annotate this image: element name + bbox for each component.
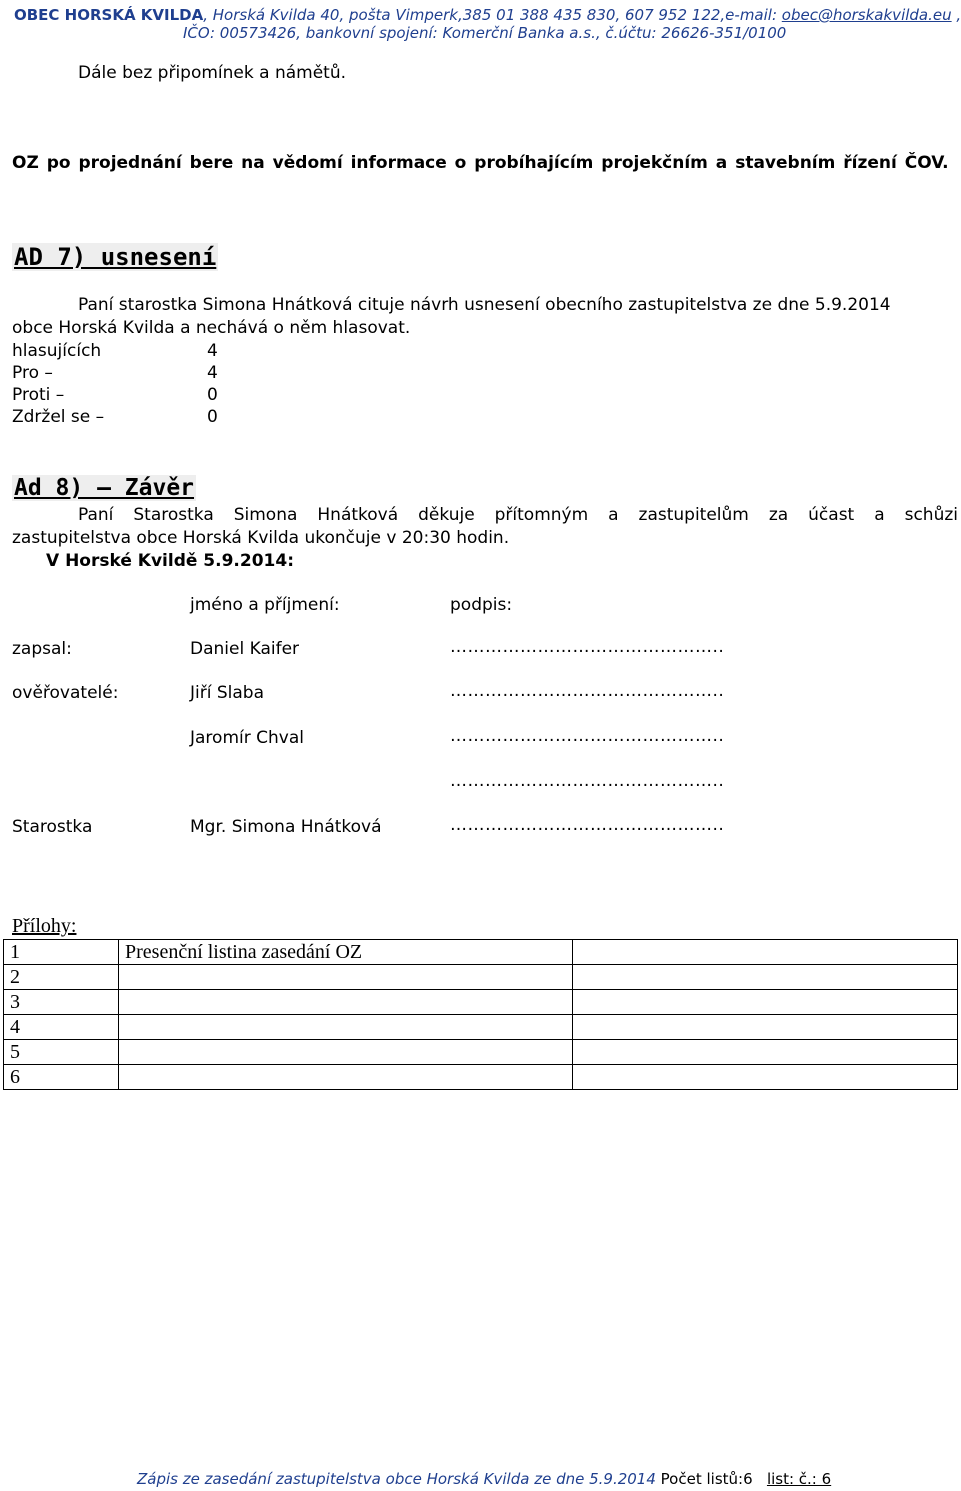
ad8-text-line1: Paní Starostka Simona Hnátková děkuje přítomným a zastupitelům za účast a schůzi: [78, 505, 958, 525]
name-recorder: Daniel Kaifer: [190, 639, 300, 659]
col-name-header: jméno a příjmení:: [190, 595, 340, 615]
place-date: V Horské Kvildě 5.9.2014:: [46, 551, 294, 571]
org-address: , Horská Kvilda 40, pošta Vimperk,385 01 388 435 830, 607 952 122,e-mail:: [203, 6, 782, 24]
attachment-text: [119, 965, 573, 990]
footer-page-number: list: č.: 6: [766, 1470, 832, 1488]
table-row: [4, 990, 958, 1015]
attachment-text: [119, 990, 573, 1015]
ad8-heading: Ad 8) – Závěr: [14, 475, 195, 501]
ad8-text-line2: zastupitelstva obce Horská Kvilda ukončuje v 20:30 hodin.: [12, 528, 510, 548]
page-footer: [137, 1470, 831, 1488]
attachment-num: 4: [4, 1015, 119, 1040]
attachment-empty: [573, 965, 958, 990]
attachment-empty: [573, 990, 958, 1015]
ad7-text-line2: obce Horská Kvilda a nechává o něm hlasovat.: [12, 318, 411, 338]
vote-label-4: Zdržel se –: [12, 407, 105, 427]
name-verifier-1: Jiří Slaba: [190, 683, 264, 703]
attachment-num: 2: [4, 965, 119, 990]
letterhead-line-2: IČO: 00573426, bankovní spojení: Komerční Banka a.s., č.účtu: 26626-351/0100: [183, 24, 787, 42]
vote-value-4: 0: [207, 407, 218, 427]
attachment-num: 5: [4, 1040, 119, 1065]
oz-note: OZ po projednání bere na vědomí informace o probíhajícím projekčním a stavebním řízení ČOV.: [12, 153, 949, 173]
role-recorder: zapsal:: [12, 639, 72, 659]
signature-line: ………………………………………..: [450, 637, 725, 657]
ad7-heading: AD 7) usnesení: [14, 243, 217, 271]
attachments-title: Přílohy:: [12, 915, 77, 937]
vote-value-2: 4: [207, 363, 218, 383]
vote-value-1: 4: [207, 341, 218, 361]
attachment-num: 1: [4, 940, 119, 965]
attachment-empty: [573, 940, 958, 965]
signature-line: ………………………………………..: [450, 726, 725, 746]
vote-label-2: Pro –: [12, 363, 53, 383]
name-verifier-2: Jaromír Chval: [190, 728, 304, 748]
attachments-table: [3, 939, 958, 1090]
signature-line: ………………………………………..: [450, 681, 725, 701]
signature-line: ………………………………………..: [450, 815, 725, 835]
ad7-text-line1: Paní starostka Simona Hnátková cituje návrh usnesení obecního zastupitelstva ze dne 5.9.2014: [78, 295, 891, 315]
email-link[interactable]: obec@horskakvilda.eu: [781, 6, 952, 24]
vote-label-1: hlasujících: [12, 341, 102, 361]
table-row: [4, 1065, 958, 1090]
role-mayor: Starostka: [12, 817, 93, 837]
attachment-num: 6: [4, 1065, 119, 1090]
vote-value-3: 0: [207, 385, 218, 405]
attachment-num: 3: [4, 990, 119, 1015]
org-name: OBEC HORSKÁ KVILDA: [14, 6, 204, 24]
attachment-empty: [573, 1040, 958, 1065]
name-mayor: Mgr. Simona Hnátková: [190, 817, 382, 837]
attachment-empty: [573, 1015, 958, 1040]
letterhead-line-1: [14, 6, 961, 24]
attachment-empty: [573, 1065, 958, 1090]
intro-text: Dále bez připomínek a námětů.: [78, 63, 347, 83]
attachment-text: [119, 1015, 573, 1040]
table-row: [4, 1040, 958, 1065]
col-sign-header: podpis:: [450, 595, 513, 615]
table-row: [4, 965, 958, 990]
attachment-text: Presenční listina zasedání OZ: [119, 940, 573, 965]
footer-doc-title: Zápis ze zasedání zastupitelstva obce Horská Kvilda ze dne 5.9.2014: [137, 1470, 656, 1488]
vote-label-3: Proti –: [12, 385, 65, 405]
role-verifiers: ověřovatelé:: [12, 683, 119, 703]
table-row: [4, 940, 958, 965]
attachment-text: [119, 1065, 573, 1090]
letterhead-line-1-end: ,: [951, 6, 961, 24]
footer-sheet-count: Počet listů:6: [655, 1470, 753, 1488]
table-row: [4, 1015, 958, 1040]
signature-line: ………………………………………..: [450, 771, 725, 791]
attachment-text: [119, 1040, 573, 1065]
